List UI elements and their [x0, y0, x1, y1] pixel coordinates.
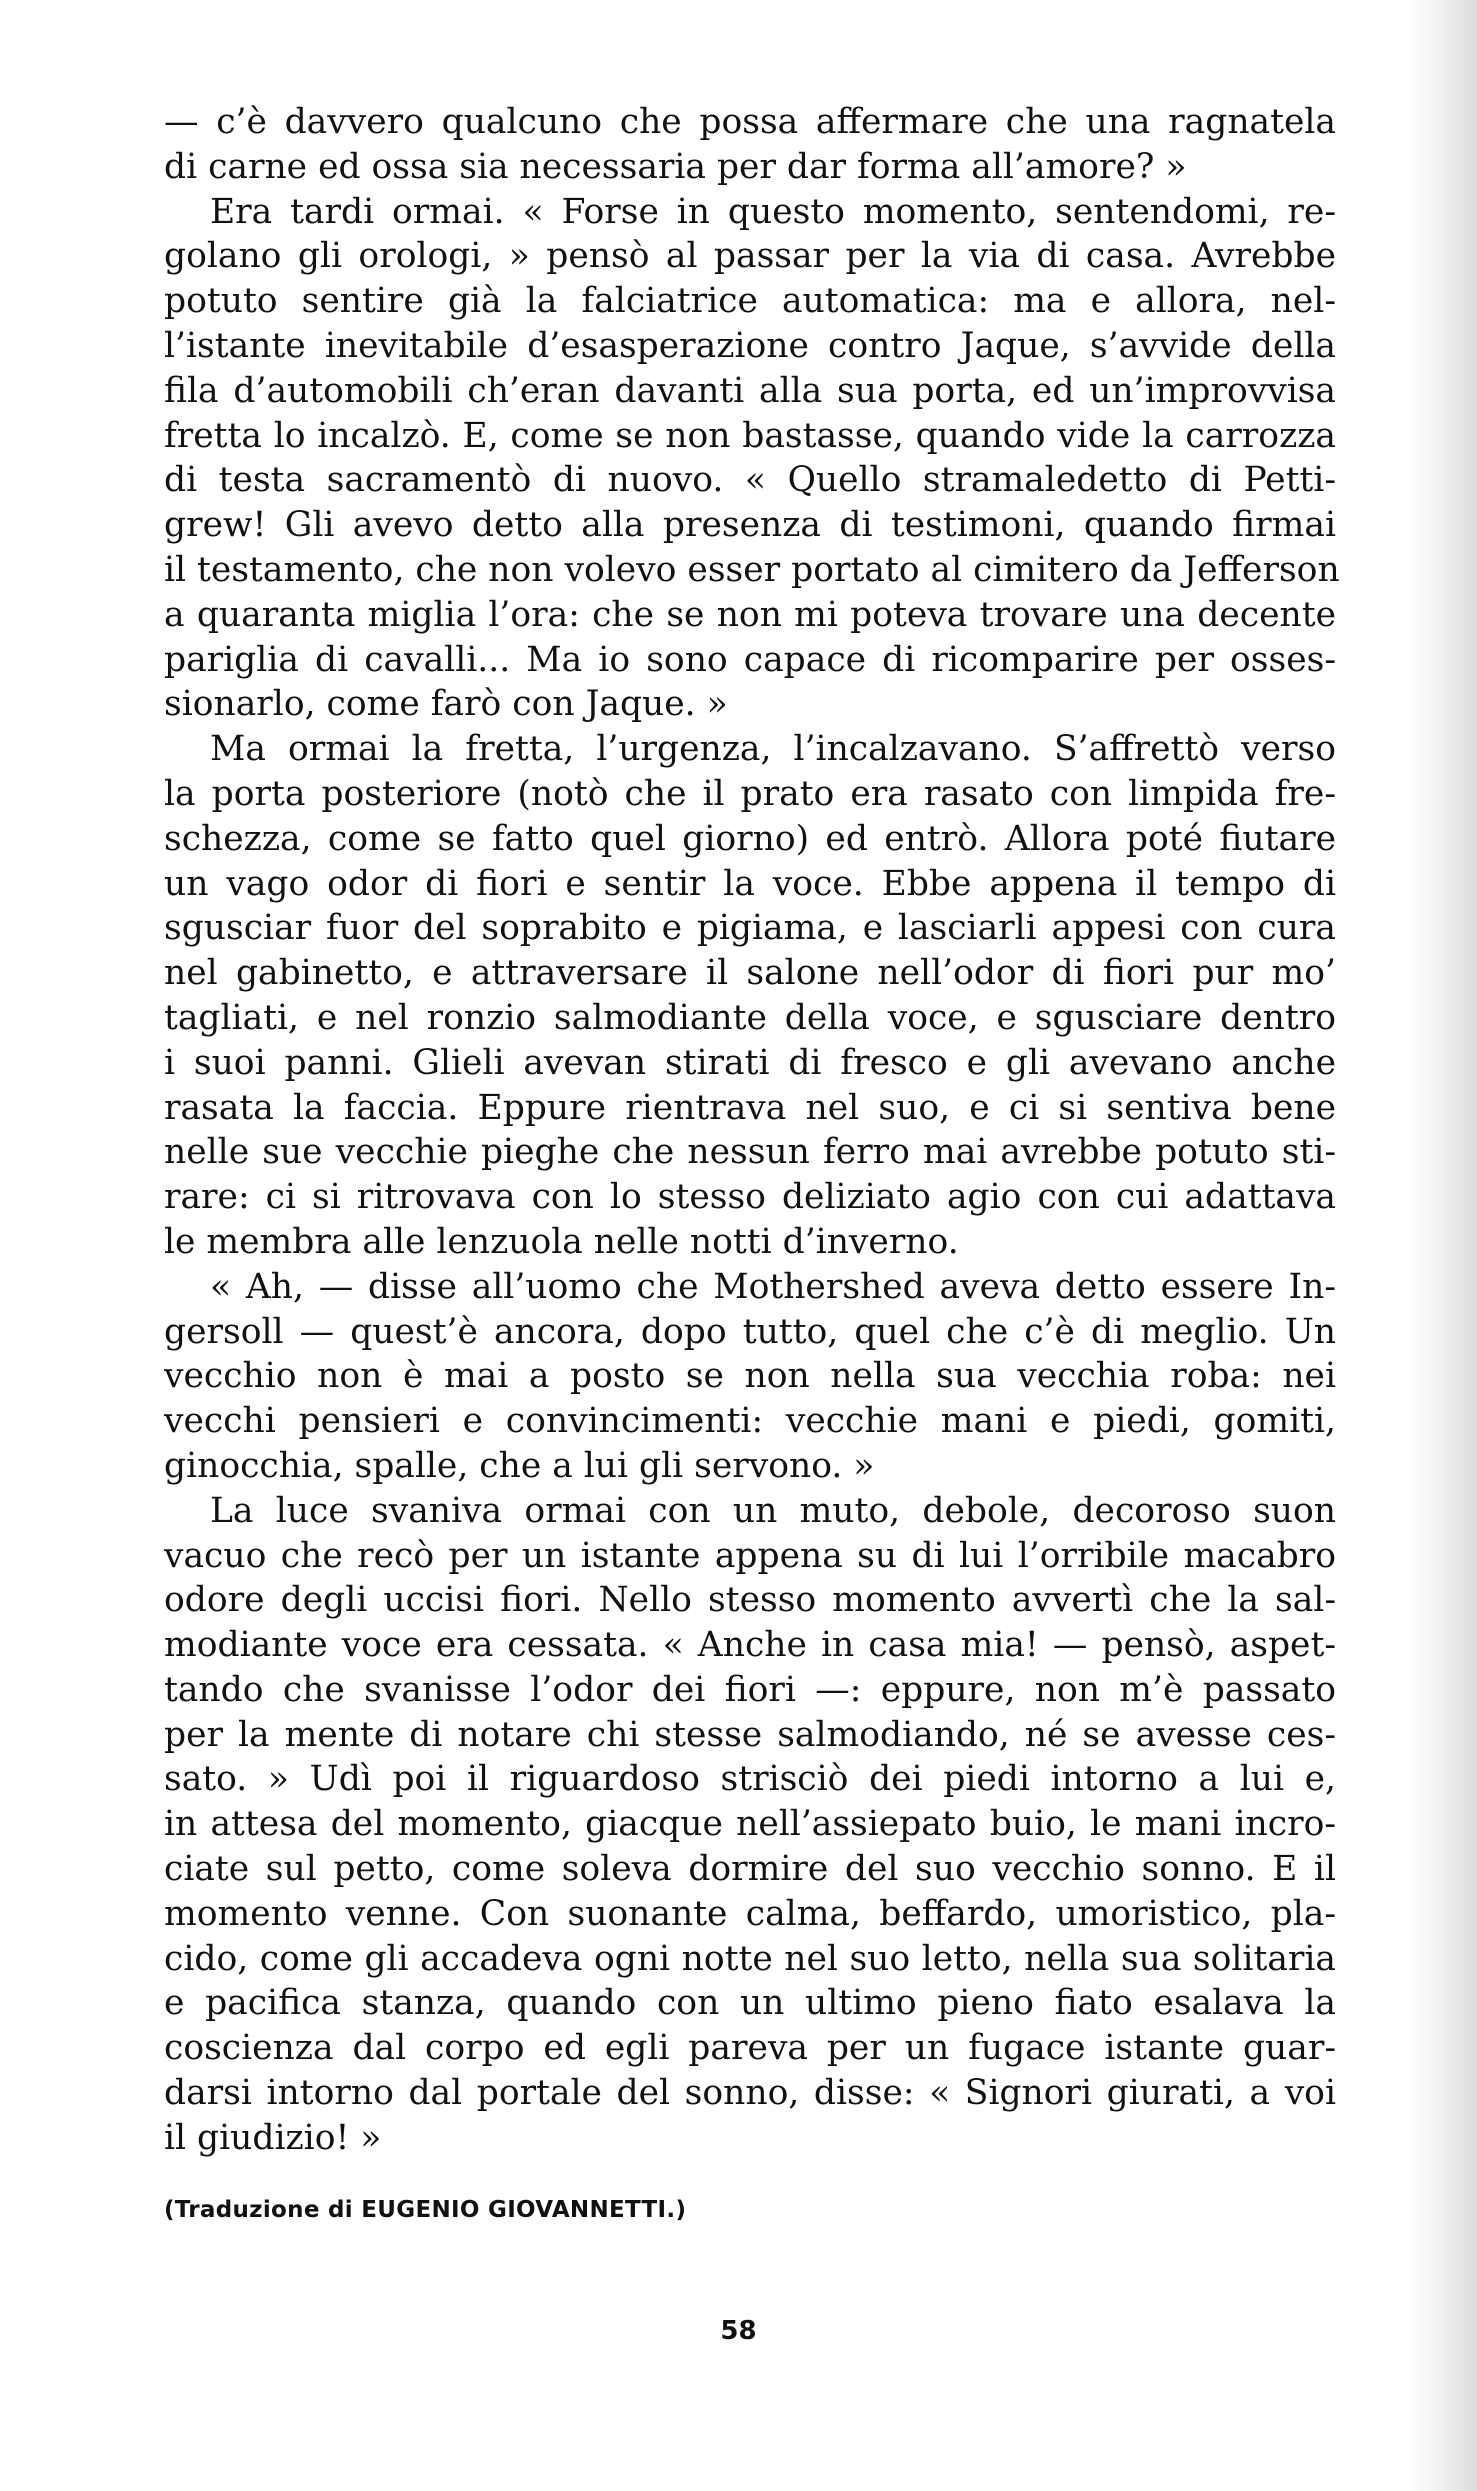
- text-line: ginocchia, spalle, che a lui gli servono. »: [164, 1445, 875, 1486]
- text-line: fila d’automobili ch’eran davanti alla sua porta, ed un’improvvisa: [164, 370, 1336, 411]
- text-line: di carne ed ossa sia necessaria per dar forma all’amore? »: [164, 146, 1187, 187]
- text-line: le membra alle lenzuola nelle notti d’inverno.: [164, 1221, 959, 1262]
- text-line: potuto sentire già la falciatrice automatica: ma e allora, nel-: [164, 281, 1336, 322]
- text-line: momento venne. Con suonante calma, beffardo, umoristico, pla-: [164, 1893, 1336, 1934]
- text-line: ciate sul petto, come soleva dormire del suo vecchio sonno. E il: [164, 1849, 1336, 1890]
- text-line: vecchio non è mai a posto se non nella sua vecchia roba: nei: [164, 1356, 1336, 1397]
- text-line: tando che svanisse l’odor dei fiori —: eppure, non m’è passato: [164, 1669, 1336, 1710]
- text-line: il giudizio! »: [164, 2117, 382, 2158]
- text-line: odore degli uccisi fiori. Nello stesso momento avvertì che la sal-: [164, 1580, 1336, 1621]
- text-line: un vago odor di fiori e sentir la voce. Ebbe appena il tempo di: [164, 863, 1336, 904]
- text-line: Ma ormai la fretta, l’urgenza, l’incalzavano. S’affrettò verso: [210, 729, 1336, 770]
- translation-credit: (Traduzione di EUGENIO GIOVANNETTI.): [164, 2197, 687, 2223]
- text-line: a quaranta miglia l’ora: che se non mi poteva trovare una decente: [164, 594, 1336, 635]
- page-number: 58: [720, 2316, 757, 2346]
- text-line: sato. » Udì poi il riguardoso strisciò dei piedi intorno a lui e,: [164, 1759, 1336, 1800]
- text-line: tagliati, e nel ronzio salmodiante della voce, e sgusciare dentro: [164, 997, 1336, 1038]
- text-line: sgusciar fuor del soprabito e pigiama, e lasciarli appesi con cura: [164, 908, 1336, 949]
- text-line: i suoi panni. Glieli avevan stirati di fresco e gli avevano anche: [164, 1042, 1336, 1083]
- page-edge-shadow: [1407, 0, 1477, 2491]
- text-line: pariglia di cavalli... Ma io sono capace di ricomparire per osses-: [164, 639, 1336, 680]
- text-line: il testamento, che non volevo esser portato al cimitero da Jefferson: [164, 549, 1340, 590]
- text-line: nel gabinetto, e attraversare il salone nell’odor di fiori pur mo’: [164, 953, 1336, 994]
- text-line: per la mente di notare chi stesse salmodiando, né se avesse ces-: [164, 1714, 1336, 1755]
- text-line: l’istante inevitabile d’esasperazione contro Jaque, s’avvide della: [164, 325, 1336, 366]
- text-line: rare: ci si ritrovava con lo stesso deliziato agio con cui adattava: [164, 1177, 1336, 1218]
- text-line: gersoll — quest’è ancora, dopo tutto, quel che c’è di meglio. Un: [164, 1311, 1336, 1352]
- text-line: La luce svaniva ormai con un muto, debole, decoroso suon: [210, 1490, 1336, 1531]
- text-line: la porta posteriore (notò che il prato era rasato con limpida fre-: [164, 773, 1336, 814]
- text-line: modiante voce era cessata. « Anche in casa mia! — pensò, aspet-: [164, 1625, 1336, 1666]
- text-line: — c’è davvero qualcuno che possa affermare che una ragnatela: [164, 102, 1336, 142]
- body-text: [164, 100, 1340, 2161]
- text-line: fretta lo incalzò. E, come se non bastasse, quando vide la carrozza: [164, 415, 1336, 456]
- text-line: e pacifica stanza, quando con un ultimo pieno fiato esalava la: [164, 1983, 1336, 2024]
- text-line: sionarlo, come farò con Jaque. »: [164, 684, 728, 725]
- text-line: « Ah, — disse all’uomo che Mothershed aveva detto essere In-: [210, 1266, 1336, 1307]
- text-line: darsi intorno dal portale del sonno, disse: « Signori giurati, a voi: [164, 2073, 1336, 2114]
- text-line: Era tardi ormai. « Forse in questo momento, sentendomi, re-: [210, 191, 1336, 232]
- text-line: vecchi pensieri e convincimenti: vecchie mani e piedi, gomiti,: [164, 1401, 1336, 1442]
- text-line: golano gli orologi, » pensò al passar per la via di casa. Avrebbe: [164, 236, 1336, 277]
- text-line: vacuo che recò per un istante appena su di lui l’orribile macabro: [164, 1535, 1336, 1576]
- text-line: coscienza dal corpo ed egli pareva per un fugace istante guar-: [164, 2028, 1336, 2069]
- text-line: nelle sue vecchie pieghe che nessun ferro mai avrebbe potuto sti-: [164, 1132, 1336, 1173]
- text-line: schezza, come se fatto quel giorno) ed entrò. Allora poté fiutare: [164, 818, 1336, 859]
- text-line: cido, come gli accadeva ogni notte nel suo letto, nella sua solitaria: [164, 1938, 1336, 1979]
- text-line: in attesa del momento, giacque nell’assiepato buio, le mani incro-: [164, 1804, 1336, 1845]
- text-line: rasata la faccia. Eppure rientrava nel suo, e ci si sentiva bene: [164, 1087, 1336, 1128]
- text-line: di testa sacramentò di nuovo. « Quello stramaledetto di Petti-: [164, 460, 1336, 501]
- text-line: grew! Gli avevo detto alla presenza di testimoni, quando firmai: [164, 505, 1336, 546]
